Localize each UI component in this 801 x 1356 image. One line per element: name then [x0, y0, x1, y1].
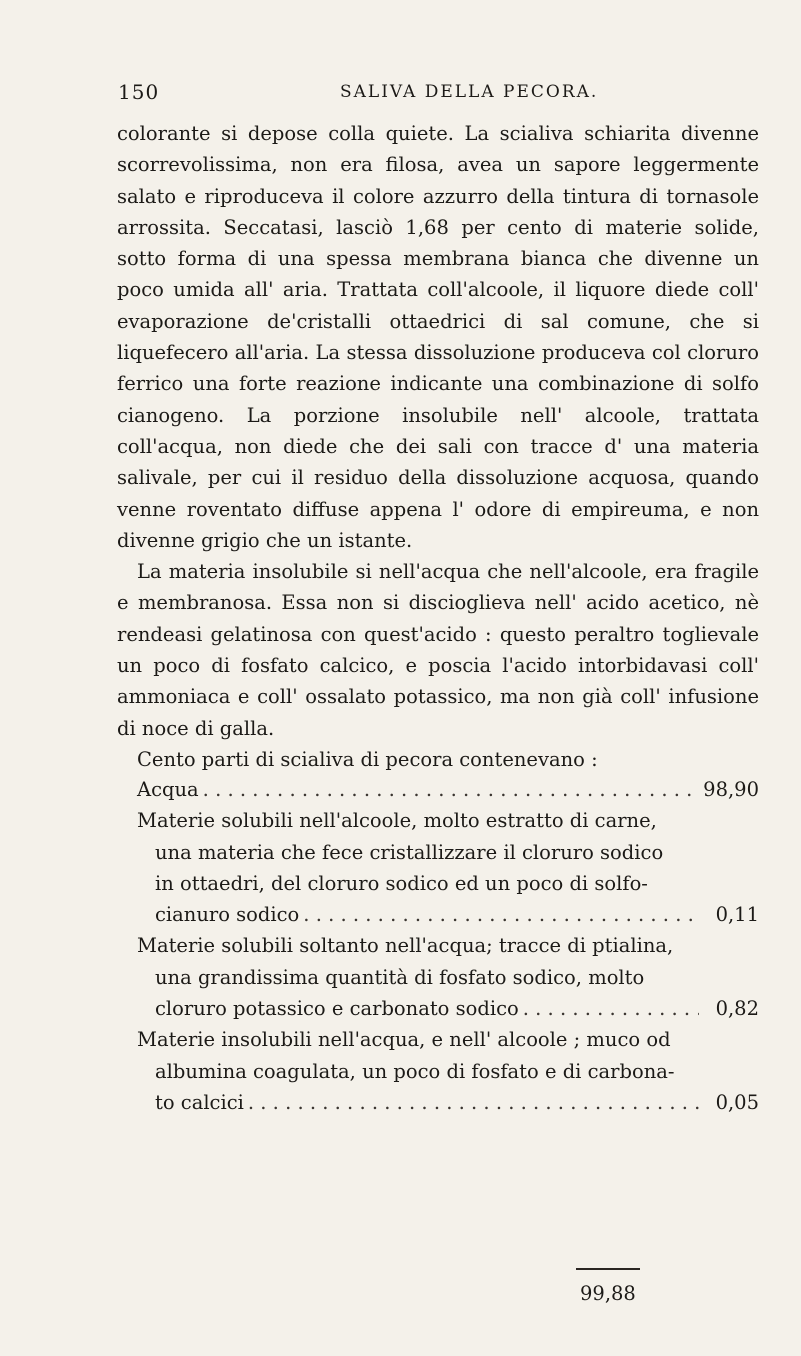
paragraph-3: Cento parti di scialiva di pecora contenevano :: [137, 747, 598, 771]
paragraph-1: colorante si depose colla quiete. La scialiva schiarita divenne scorrevolissima, non era filosa, avea un sapore leggermente salato e riproduceva il colore azzurro della tintura di tornasole arrossita. Seccatasi, lasciò 1,68 per cento di materie solide, sotto forma di una spessa membrana bianca che divenne un poco umida all' aria. Trattata coll'alcoole, il liquore diede coll' evaporazione de'cristalli ottaedrici di sal comune, che si liquefecero all'aria. La stessa dissoluzione produceva col cloruro ferrico una forte reazione indicante una combinazione di solfo cianogeno. La porzione insolubile nell' alcoole, trattata coll'acqua, non diede che dei sali con tracce d' una materia salivale, per cui il residuo della dissoluzione acquosa, quando venne roventato diffuse appena l' odore di empireuma, e non divenne grigio che un istante.: [117, 122, 759, 552]
row-label-cont: una grandissima quantità di fosfato sodico, molto: [155, 965, 645, 989]
row-value: 98,90: [703, 778, 759, 801]
page-header: [118, 80, 678, 110]
row-label: Materie solubili nell'alcoole, molto estratto di carne,: [137, 809, 657, 833]
row-label-cont: albumina coagulata, un poco di fosfato e di carbona-: [155, 1059, 675, 1083]
paragraph-2: La materia insolubile si nell'acqua che nell'alcoole, era fragile e membranosa. Essa non si discioglieva nell' acido acetico, nè rendeasi gelatinosa con quest'acido : questo peraltro toglievale un poco di fosfato calcico, e poscia l'acido intorbidavasi coll' ammoniaca e coll' ossalato potassico, ma non già coll' infusione di noce di galla.: [117, 560, 759, 740]
table-row: [117, 774, 759, 805]
row-label: Acqua: [137, 778, 199, 801]
row-label-cont: in ottaedri, del cloruro sodico ed un poco di solfo-: [155, 871, 648, 895]
row-label-end: cloruro potassico e carbonato sodico: [155, 997, 519, 1021]
row-label: Materie solubili soltanto nell'acqua; tracce di ptialina,: [137, 934, 674, 958]
body-text: [117, 118, 759, 775]
dot-leader: [523, 993, 699, 1024]
dot-leader: [248, 1087, 699, 1118]
row-value: 0,82: [715, 997, 759, 1021]
row-label-end: cianuro sodico: [155, 903, 300, 927]
total-value: 99,88: [580, 1282, 636, 1305]
row-label: Materie insolubili nell'acqua, e nell' alcoole ; muco od: [137, 1028, 671, 1052]
table-row: [117, 805, 759, 930]
row-label-end: to calcici: [155, 1090, 244, 1114]
row-value: 0,11: [715, 903, 759, 927]
running-title: SALIVA DELLA PECORA.: [340, 82, 599, 102]
composition-table: [117, 774, 759, 1118]
page-number: 150: [118, 80, 160, 104]
row-value: 0,05: [715, 1090, 759, 1114]
table-row: [117, 1024, 759, 1118]
dot-leader: [203, 774, 699, 805]
sum-rule: [576, 1268, 640, 1270]
dot-leader: [303, 899, 699, 930]
row-label-cont: una materia che fece cristallizzare il cloruro sodico: [155, 840, 664, 864]
table-row: [117, 930, 759, 1024]
